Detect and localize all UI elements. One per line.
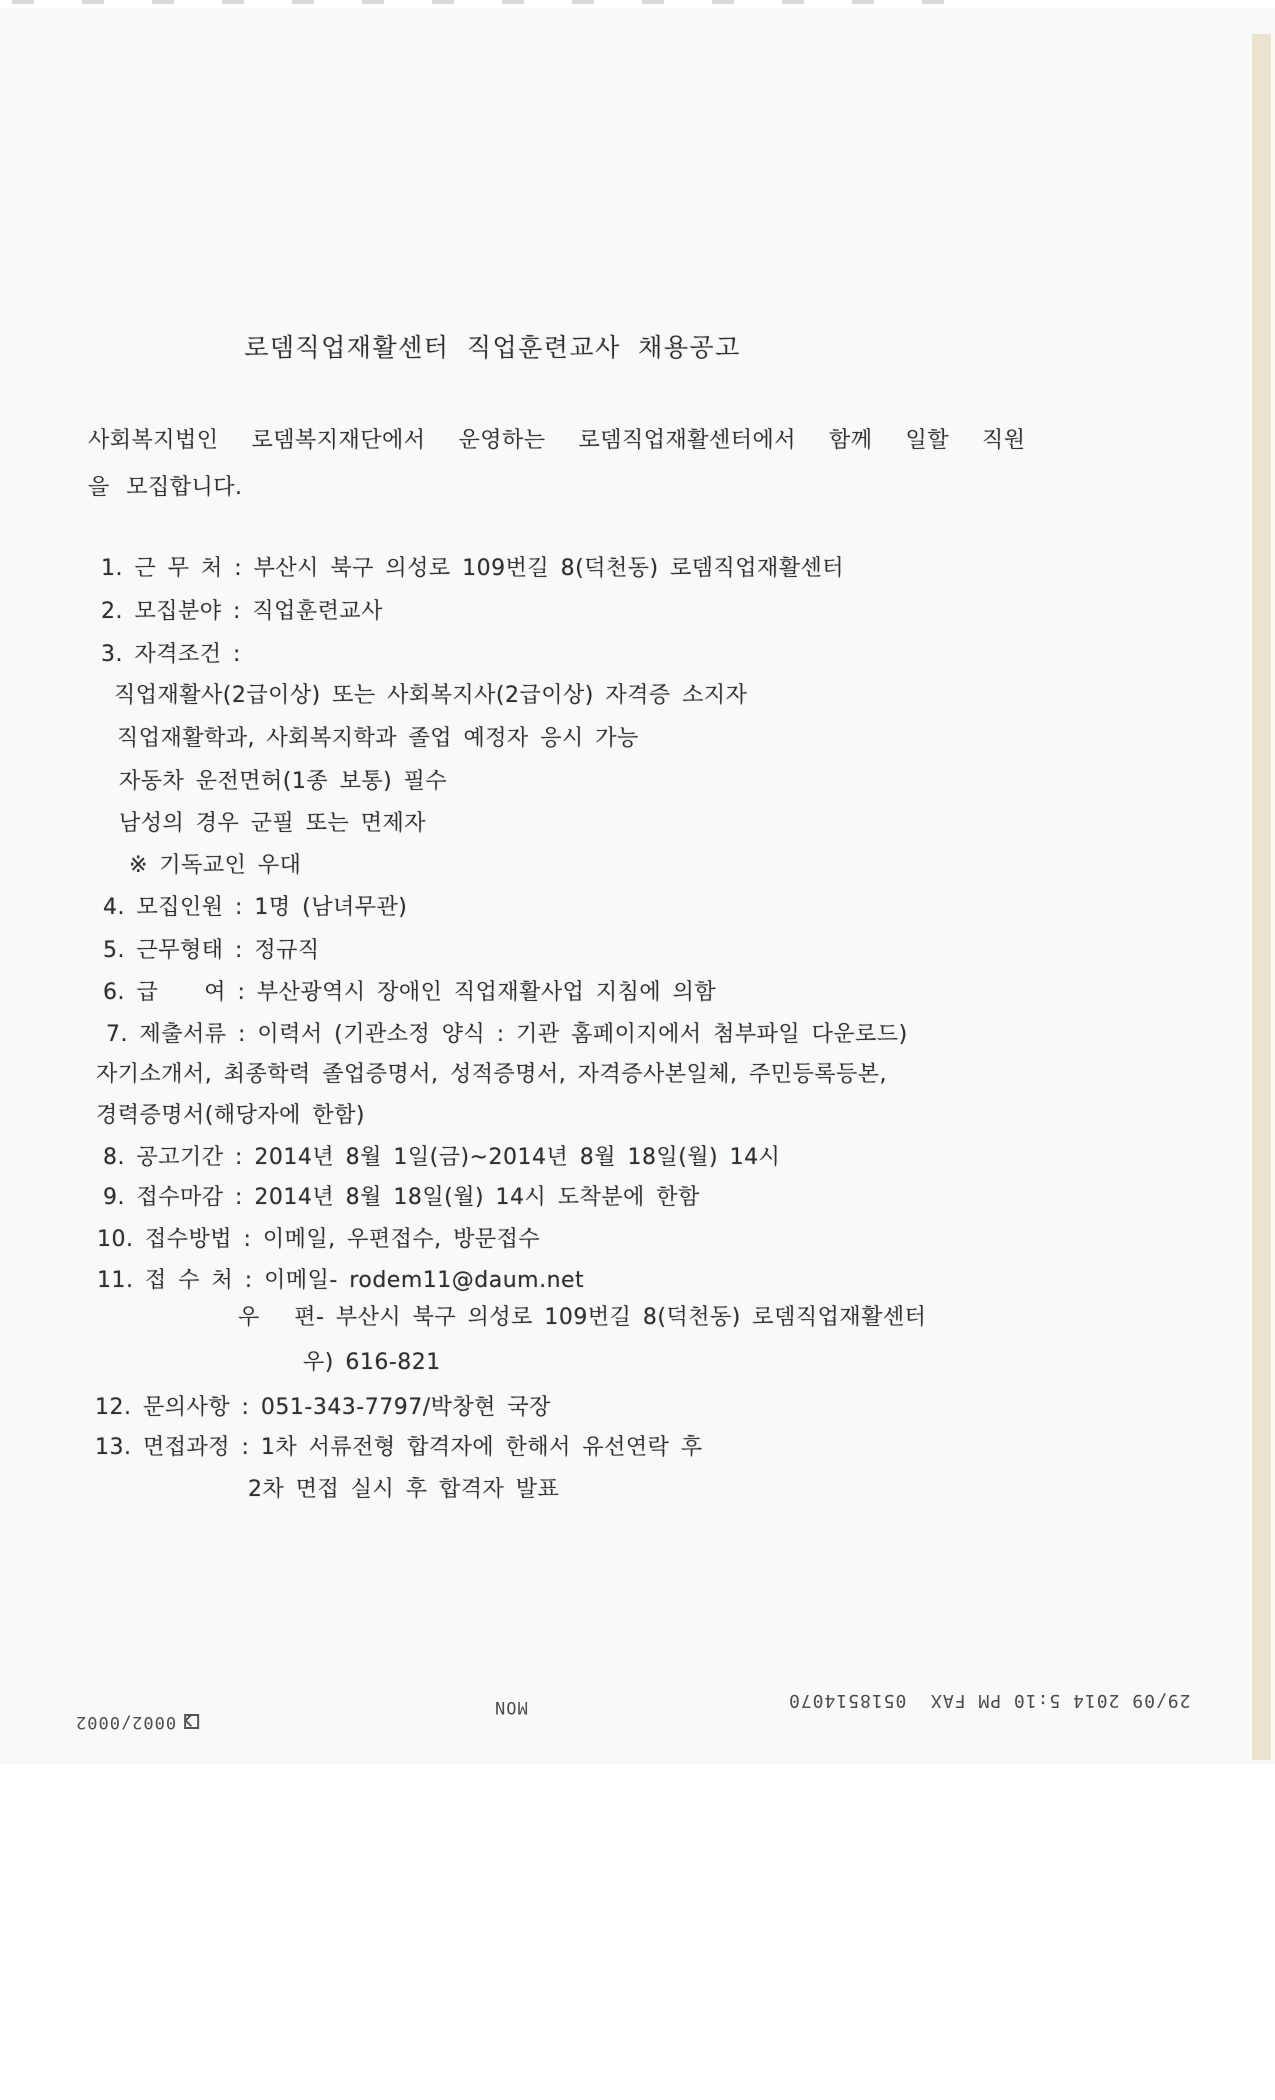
documents-continued-2: 경력증명서(해당자에 한함) — [96, 1103, 365, 1128]
application-mail-address: 우 편- 부산시 북구 의성로 109번길 8(덕천동) 로뎀직업재활센터 — [238, 1305, 927, 1330]
qualification-certificate: 직업재활사(2급이상) 또는 사회복지사(2급이상) 자격증 소지자 — [114, 683, 748, 708]
qualification-drivers-license: 자동차 운전면허(1종 보통) 필수 — [119, 769, 448, 794]
fax-day-label: MON — [494, 1697, 528, 1717]
paper-background — [0, 8, 1275, 1764]
item-deadline: 9. 접수마감 : 2014년 8월 18일(월) 14시 도착분에 한함 — [103, 1185, 700, 1210]
documents-continued-1: 자기소개서, 최종학력 졸업증명서, 성적증명서, 자격증사본일체, 주민등록등본, — [96, 1062, 887, 1087]
scan-edge-strip — [1252, 34, 1271, 1760]
item-contact: 12. 문의사항 : 051-343-7797/박창현 국장 — [95, 1395, 551, 1420]
item-headcount: 4. 모집인원 : 1명 (남녀무관) — [103, 895, 408, 920]
qualification-graduates: 직업재활학과, 사회복지학과 졸업 예정자 응시 가능 — [117, 726, 639, 751]
item-salary: 6. 급 여 : 부산광역시 장애인 직업재활사업 지침에 의함 — [103, 980, 717, 1005]
intro-line-1: 사회복지법인 로뎀복지재단에서 운영하는 로뎀직업재활센터에서 함께 일할 직원 — [88, 428, 1026, 453]
item-recruit-field: 2. 모집분야 : 직업훈련교사 — [101, 599, 383, 624]
item-documents: 7. 제출서류 : 이력서 (기관소정 양식 : 기관 홈페이지에서 첨부파일 다운로드) — [106, 1022, 908, 1047]
item-announcement-period: 8. 공고기간 : 2014년 8월 1일(금)~2014년 8월 18일(월) 14시 — [103, 1145, 781, 1170]
item-interview-process: 13. 면접과정 : 1차 서류전형 합격자에 한해서 유선연락 후 — [95, 1435, 703, 1460]
fax-page-counter-text: 0002/0002 — [75, 1712, 177, 1732]
intro-line-2: 을 모집합니다. — [88, 475, 243, 500]
fax-received-icon — [184, 1715, 199, 1730]
document-title: 로뎀직업재활센터 직업훈련교사 채용공고 — [244, 333, 741, 362]
application-postal-code: 우) 616-821 — [303, 1350, 441, 1375]
fax-timestamp: 29/09 2014 5:10 PM FAX 0518514070 — [788, 1690, 1191, 1711]
item-workplace: 1. 근 무 처 : 부산시 북구 의성로 109번길 8(덕천동) 로뎀직업재활센터 — [101, 556, 845, 581]
interview-process-continued: 2차 면접 실시 후 합격자 발표 — [248, 1477, 560, 1502]
fax-page-counter — [75, 1712, 199, 1732]
item-employment-type: 5. 근무형태 : 정규직 — [103, 938, 320, 963]
item-application-email: 11. 접 수 처 : 이메일- rodem11@daum.net — [97, 1268, 585, 1293]
note-christian-preferred: ※ 기독교인 우대 — [129, 853, 302, 878]
qualification-military: 남성의 경우 군필 또는 면제자 — [119, 811, 426, 836]
item-application-method: 10. 접수방법 : 이메일, 우편접수, 방문접수 — [97, 1227, 541, 1252]
item-qualifications: 3. 자격조건 : — [101, 642, 241, 667]
scan-edge-artifact — [12, 0, 972, 4]
